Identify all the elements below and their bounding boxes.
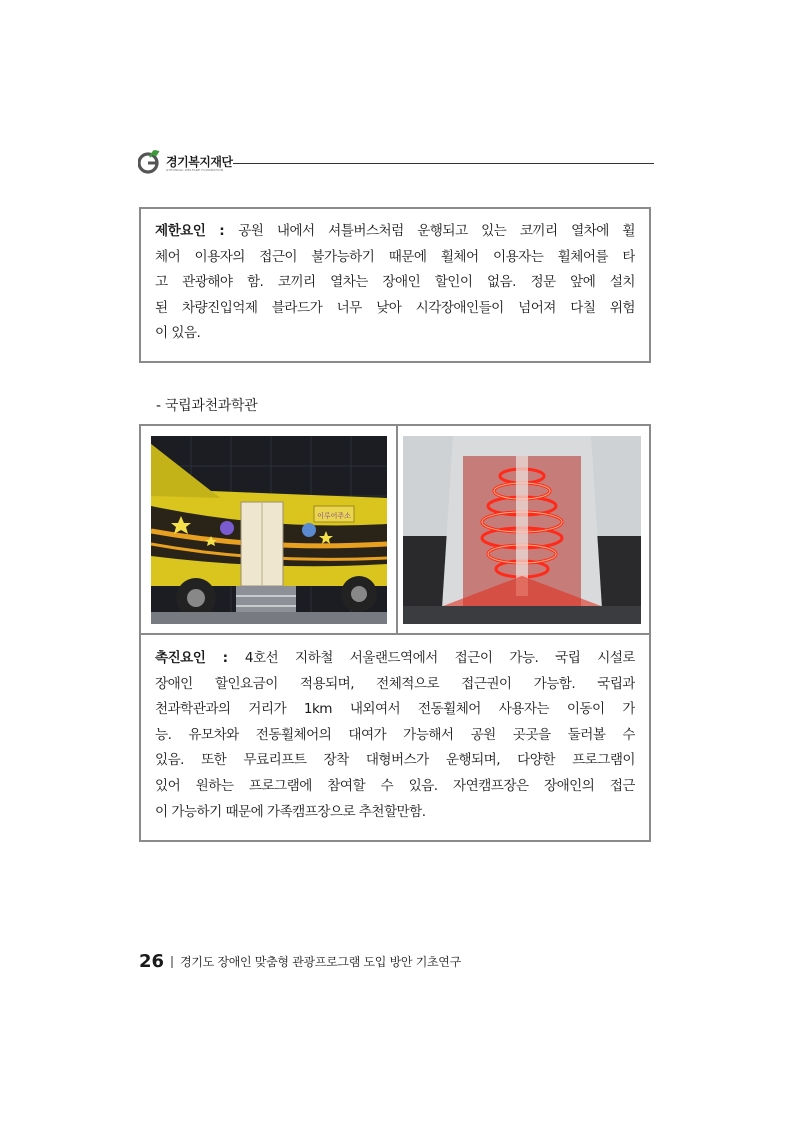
text-line: 있음. 또한 무료리프트 장착 대형버스가 운행되며, 다양한 프로그램이 <box>155 752 635 769</box>
row-divider <box>141 633 649 635</box>
org-name: 경기복지재단 <box>166 155 233 169</box>
facilitating-factors-text <box>155 646 635 825</box>
bus-exhibit-photo <box>151 436 387 624</box>
foundation-logo-icon <box>138 148 162 174</box>
text-line: 고 관광해야 함. 코끼리 열차는 장애인 할인이 없음. 정문 앞에 설치 <box>155 274 635 291</box>
report-title: 경기도 장애인 맞춤형 관광프로그램 도입 방안 기초연구 <box>180 955 461 969</box>
page-number: 26 <box>139 951 165 972</box>
limiting-factors-label: 제한요인 : <box>155 223 239 239</box>
page-footer <box>139 951 461 972</box>
text-line: 제한요인 : 공원 내에서 셔틀버스처럼 운행되고 있는 코끼리 열차에 휠 <box>155 223 635 239</box>
facilitating-factors-label: 촉진요인 : <box>155 650 245 666</box>
text-line: 있어 원하는 프로그램에 참여할 수 있음. 자연캠프장은 장애인의 접근 <box>155 777 635 794</box>
text-line: 된 차량진입억제 블라드가 너무 낮아 시각장애인들이 넘어져 다칠 위험 <box>155 299 635 316</box>
section-title: - 국립과천과학관 <box>156 398 258 414</box>
coil-exhibit-photo <box>403 436 641 624</box>
text-line: 촉진요인 : 4호선 지하철 서울랜드역에서 접근이 가능. 국립 시설로 <box>155 650 635 666</box>
facility-table <box>139 424 651 842</box>
text-line: 능. 유모차와 전동휠체어의 대여가 가능해서 공원 곳곳을 둘러볼 수 <box>155 726 635 743</box>
limiting-factors-box <box>139 207 651 363</box>
limiting-factors-text <box>155 219 635 347</box>
org-subtitle: GYEONGGI WELFARE FOUNDATION <box>166 168 224 172</box>
text-line: 체어 이용자의 접근이 불가능하기 때문에 휠체어 이용자는 휠체어를 타 <box>155 248 635 265</box>
footer-separator <box>171 956 173 968</box>
text-line: 천과학관과의 거리가 1km 내외여서 전동휠체어 사용자는 이동이 가 <box>155 701 635 718</box>
bus-sign-text: 이루어주소 <box>317 512 351 520</box>
text-line: 장애인 할인요금이 적용되며, 전체적으로 접근권이 가능함. 국립과 <box>155 675 635 692</box>
text-line: 이 가능하기 때문에 가족캠프장으로 추천할만함. <box>155 803 426 820</box>
text-line: 이 있음. <box>155 325 201 342</box>
page-header <box>138 148 654 176</box>
column-divider <box>396 426 398 634</box>
header-rule <box>233 163 654 164</box>
